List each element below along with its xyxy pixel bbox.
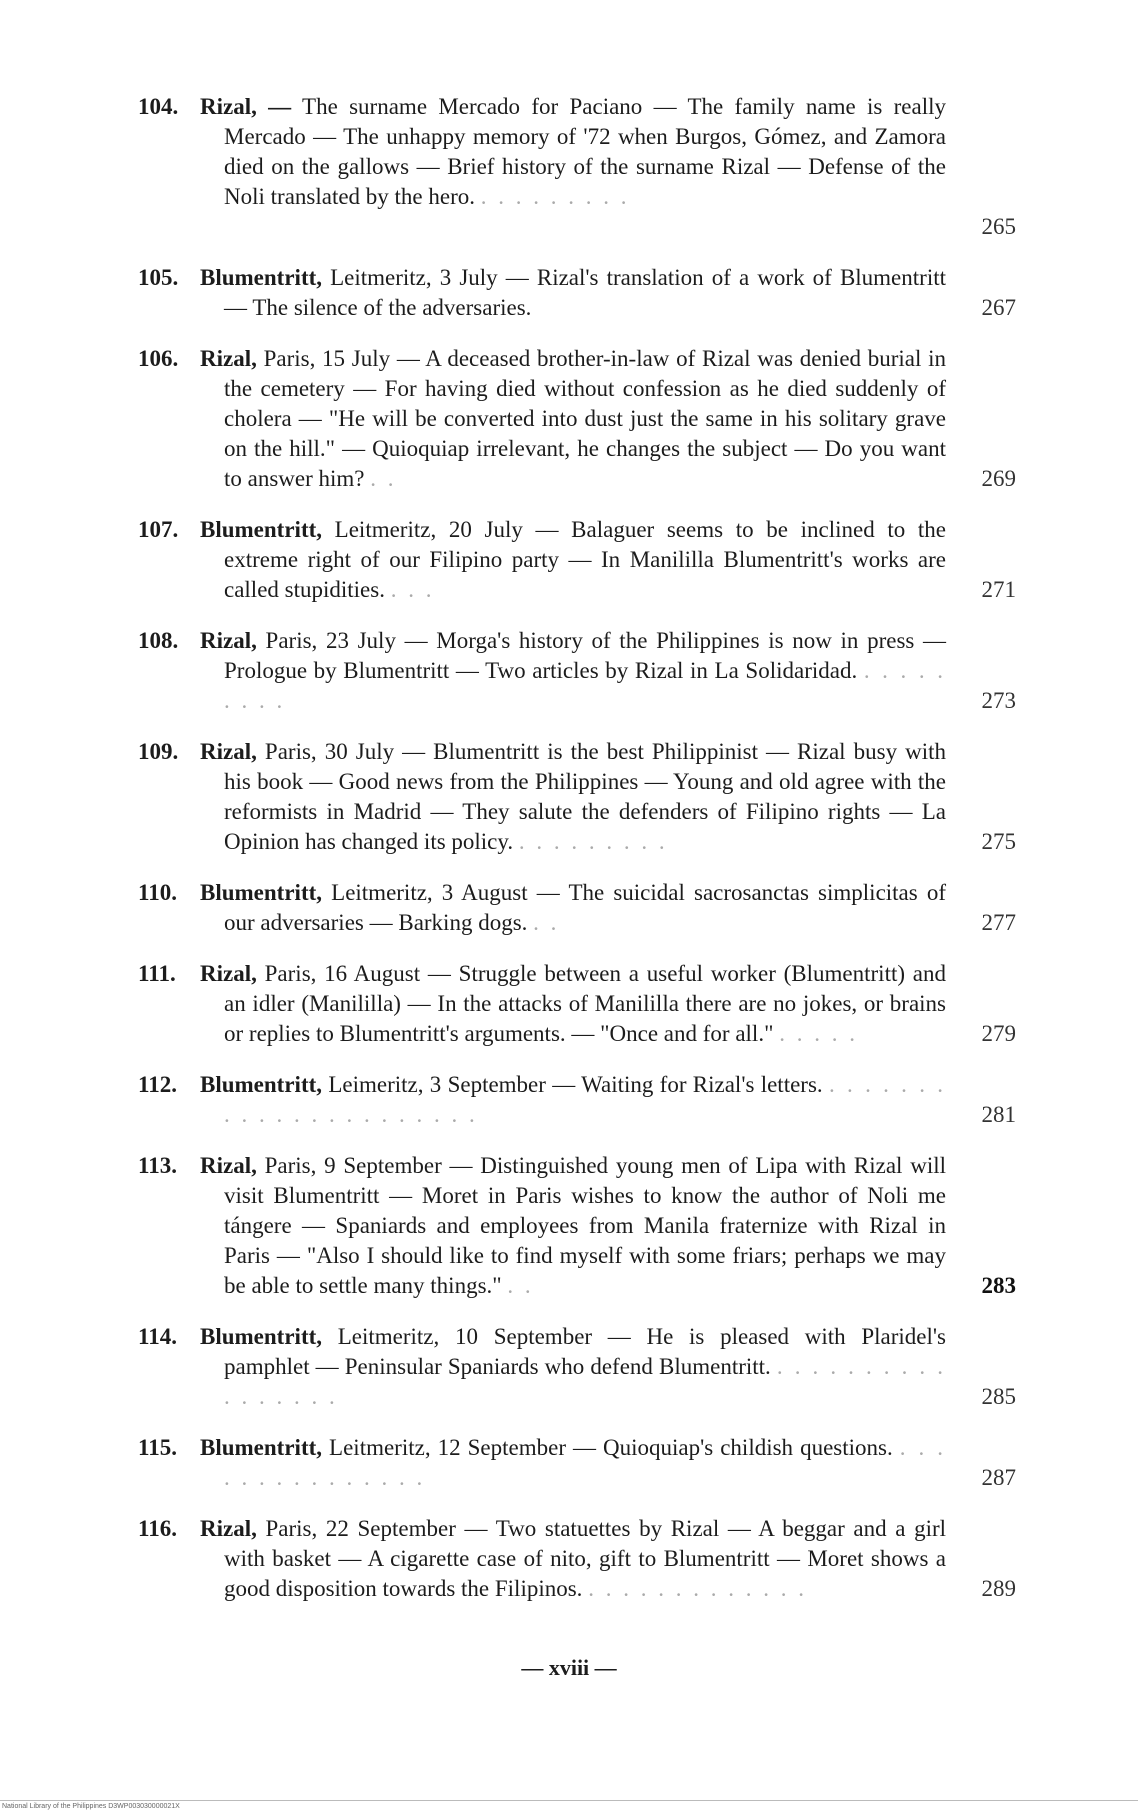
entry-body: Paris, 16 August — Struggle between a useful worker (Blumentritt) and an idler (Manililla) — In the attacks of Manililla there are no jokes, or brains or replies to Blumentritt's arguments. — "Once and for all.": [224, 961, 946, 1046]
entry-number: 107.: [138, 517, 179, 542]
entry-page-number: 289: [981, 1576, 1016, 1601]
leader-dots: . . . . . . . . .: [518, 829, 668, 854]
entry-number: 116.: [138, 1516, 177, 1541]
entry-number: 108.: [138, 628, 179, 653]
leader-dots: . . . . . . . . . . . . .: [588, 1576, 807, 1601]
leader-dots: . . . . . . . . .: [224, 658, 946, 713]
entry-head: Blumentritt,: [200, 1072, 323, 1097]
entry-text: [200, 959, 946, 1049]
entry-text: [200, 737, 946, 857]
entry-page-number: 283: [981, 1273, 1016, 1298]
entry-number: 105.: [138, 265, 179, 290]
entry-head: Blumentritt,: [200, 1435, 323, 1460]
entry-text: [200, 1514, 946, 1604]
toc-entry: [138, 1322, 1016, 1412]
entry-head: Blumentritt,: [200, 1324, 323, 1349]
entry-page-number: 279: [981, 1021, 1016, 1046]
entry-number: 104.: [138, 94, 179, 119]
entry-body: The surname Mercado for Paciano — The family name is really Mercado — The unhappy memory of '72 when Burgos, Gómez, and Zamora died on the gallows — Brief history of the surname Rizal — Defense of the Noli translated by the hero.: [224, 94, 946, 209]
leader-dots: . .: [533, 910, 560, 935]
entry-body: Paris, 15 July — A deceased brother-in-law of Rizal was denied burial in the cemetery — For having died without confession as he died suddenly of cholera — "He will be converted into dust just the same in his solitary grave on the hill." — Quioquiap irrelevant, he changes the subject — Do you want to answer him?: [224, 346, 947, 491]
entry-text: [200, 344, 946, 494]
entry-text: [200, 1322, 946, 1412]
leader-dots: . . . . .: [779, 1021, 858, 1046]
entry-body: Leitmeritz, 10 September — He is pleased with Plaridel's pamphlet — Peninsular Spaniards who defend Blumentritt.: [224, 1324, 946, 1379]
entry-text: [200, 1151, 946, 1301]
entry-number: 114.: [138, 1324, 177, 1349]
toc-entry: [138, 626, 1016, 716]
entry-body: Leitmeritz, 3 August — The suicidal sacrosanctas simplicitas of our adversaries — Barking dogs.: [224, 880, 946, 935]
entry-head: Rizal,: [200, 1516, 257, 1541]
entry-page-number: 287: [981, 1465, 1016, 1490]
entry-page-number: 275: [981, 829, 1016, 854]
footer-note: National Library of the Philippines D3WP003030000021X: [2, 1803, 180, 1810]
entry-head: Rizal,: [200, 1153, 257, 1178]
entry-text: [200, 92, 946, 212]
leader-dots: . . . . . . . . . . . . . . . . . . . . . .: [224, 1072, 947, 1127]
entry-text: [200, 515, 946, 605]
toc-entry: [138, 92, 1016, 242]
toc-entry: [138, 344, 1016, 494]
toc-entry: [138, 1151, 1016, 1301]
entry-page-number: 265: [981, 214, 1016, 239]
entry-number: 113.: [138, 1153, 177, 1178]
entry-body: Leimeritz, 3 September — Waiting for Rizal's letters.: [328, 1072, 823, 1097]
entry-page-number: 269: [981, 466, 1016, 491]
entry-page-number: 277: [981, 910, 1016, 935]
table-of-contents: [138, 92, 1016, 1625]
toc-entry: [138, 737, 1016, 857]
entry-page-number: 271: [981, 577, 1016, 602]
entry-number: 112.: [138, 1072, 177, 1097]
toc-entry: [138, 263, 1016, 323]
leader-dots: . .: [370, 466, 397, 491]
entry-head: Blumentritt,: [200, 517, 323, 542]
entry-text: [200, 1433, 946, 1493]
toc-entry: [138, 1433, 1016, 1493]
entry-body: Paris, 9 September — Distinguished young men of Lipa with Rizal will visit Blumentritt — Moret in Paris wishes to know the author of Noli me tángere — Spaniards and employees from Manila fraternize with Rizal in Paris — "Also I should like to find myself with some friars; perhaps we may be able to settle many things.": [224, 1153, 946, 1298]
leader-dots: . .: [507, 1273, 534, 1298]
entry-body: Paris, 30 July — Blumentritt is the best Philippinist — Rizal busy with his book — Good news from the Philippines — Young and old agree with the reformists in Madrid — They salute the defenders of Filipino rights — La Opinion has changed its policy.: [224, 739, 947, 854]
entry-body: Paris, 22 September — Two statuettes by Rizal — A beggar and a girl with basket — A cigarette case of nito, gift to Blumentritt — Moret shows a good disposition towards the Filipinos.: [224, 1516, 947, 1601]
entry-text: [200, 263, 946, 323]
toc-entry: [138, 1070, 1016, 1130]
entry-head: Rizal,: [200, 961, 257, 986]
entry-body: Leitmeritz, 20 July — Balaguer seems to be inclined to the extreme right of our Filipino party — In Manililla Blumentritt's works are called stupidities.: [224, 517, 946, 602]
leader-dots: . . . . . . . . .: [480, 184, 630, 209]
entry-head: Blumentritt,: [200, 265, 323, 290]
leader-dots: . . . . . . . . . . . . . . . . .: [224, 1354, 946, 1409]
toc-entry: [138, 515, 1016, 605]
entry-number: 106.: [138, 346, 179, 371]
entry-head: Rizal,: [200, 628, 257, 653]
entry-page-number: 267: [981, 295, 1016, 320]
entry-head: Rizal, —: [200, 94, 292, 119]
entry-number: 110.: [138, 880, 177, 905]
entry-body: Leitmeritz, 12 September — Quioquiap's childish questions.: [329, 1435, 893, 1460]
entry-page-number: 281: [981, 1102, 1016, 1127]
entry-body: Leitmeritz, 3 July — Rizal's translation of a work of Blumentritt — The silence of the adversaries.: [224, 265, 946, 320]
entry-page-number: 285: [981, 1384, 1016, 1409]
entry-number: 111.: [138, 961, 176, 986]
leader-dots: . . .: [390, 577, 435, 602]
entry-number: 115.: [138, 1435, 177, 1460]
toc-entry: [138, 959, 1016, 1049]
toc-entry: [138, 1514, 1016, 1604]
entry-body: Paris, 23 July — Morga's history of the Philippines is now in press — Prologue by Blumentritt — Two articles by Rizal in La Solidaridad.: [224, 628, 947, 683]
page-folio: — xviii —: [521, 1655, 617, 1680]
entry-head: Blumentritt,: [200, 880, 323, 905]
footer-divider: [0, 1800, 1138, 1801]
entry-text: [200, 626, 946, 716]
entry-head: Rizal,: [200, 739, 257, 764]
entry-text: [200, 878, 946, 938]
toc-entry: [138, 878, 1016, 938]
entry-head: Rizal,: [200, 346, 257, 371]
entry-page-number: 273: [981, 688, 1016, 713]
entry-number: 109.: [138, 739, 179, 764]
entry-text: [200, 1070, 946, 1130]
leader-dots: . . . . . . . . . . . . . . .: [224, 1435, 947, 1490]
